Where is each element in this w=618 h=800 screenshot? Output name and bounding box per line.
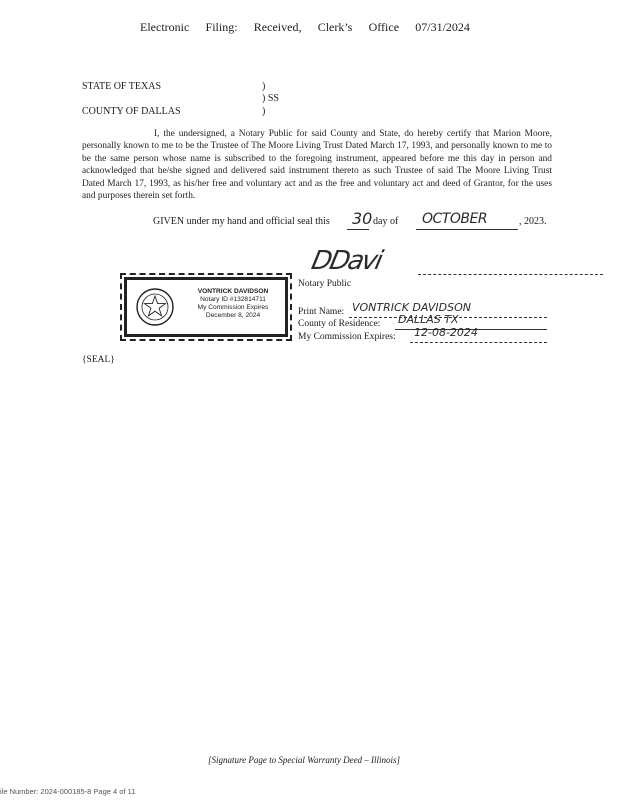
venue-state: STATE OF TEXAS (82, 81, 162, 92)
seal-label: {SEAL} (82, 355, 115, 365)
given-day-underline (347, 229, 369, 230)
signature-page-caption: [Signature Page to Special Warranty Deed – Illinois] (208, 755, 401, 765)
print-name-handwritten: VONTRICK DAVIDSON (352, 301, 471, 314)
header-word: Received, (253, 20, 302, 34)
county-of-residence-label: County of Residence: (298, 319, 381, 329)
acknowledgment-paragraph: I, the undersigned, a Notary Public for said County and State, do hereby certify that Marion Moore, personally known to me to be the Trustee of The Moore Living Trust Dated March 17, 1993, and personally known to me to be the same person whose name is subscribed to the foregoing instrument, appeared before me this day in person and acknowledged that he/she signed and delivered said instrument thereto as such Trustee of said The Moore Living Trust Dated March 17, 1993, as his/her free and voluntary act and as the free and voluntary act and deed of Grantor, for the uses and purposes therein set forth. (82, 129, 552, 202)
texas-star-seal-icon (135, 287, 175, 327)
stamp-notary-id: Notary ID #132814711 (200, 296, 266, 303)
header-word: Office (368, 20, 400, 34)
venue-ss: ) SS (262, 93, 279, 104)
given-month-handwritten: OCTOBER (422, 211, 488, 227)
electronic-filing-header (140, 20, 470, 35)
header-word: Clerk’s (317, 20, 353, 34)
given-line-prefix: GIVEN under my hand and official seal this (153, 216, 330, 227)
venue-county: COUNTY OF DALLAS (82, 106, 181, 117)
notary-stamp (124, 277, 288, 337)
print-name-label: Print Name: (298, 307, 345, 317)
commission-underline (410, 342, 547, 343)
file-number-footer: ile Number: 2024-000185-8 Page 4 of 11 (0, 787, 136, 796)
header-word: Electronic (140, 20, 190, 34)
stamp-name: VONTRICK DAVIDSON (197, 288, 269, 295)
commission-expires-label: My Commission Expires: (298, 332, 396, 342)
venue-paren-1: ) (262, 81, 266, 92)
header-word: Filing: (205, 20, 238, 34)
venue-paren-2: ) (262, 106, 266, 117)
header-date: 07/31/2024 (415, 20, 470, 34)
stamp-commission-date: December 8, 2024 (205, 312, 261, 319)
given-day-handwritten: 30 (352, 209, 373, 228)
given-day-of: day of (373, 216, 399, 227)
stamp-text (179, 288, 287, 320)
signature-line (418, 274, 603, 275)
county-of-residence-handwritten: DALLAS TX (398, 313, 459, 326)
notary-public-label: Notary Public (298, 279, 352, 289)
stamp-commission-label: My Commission Expires (197, 304, 269, 311)
given-month-underline (416, 229, 518, 230)
notary-signature: DDavi (308, 246, 384, 276)
commission-expires-handwritten: 12-08-2024 (414, 326, 478, 339)
given-year: , 2023. (519, 216, 547, 227)
